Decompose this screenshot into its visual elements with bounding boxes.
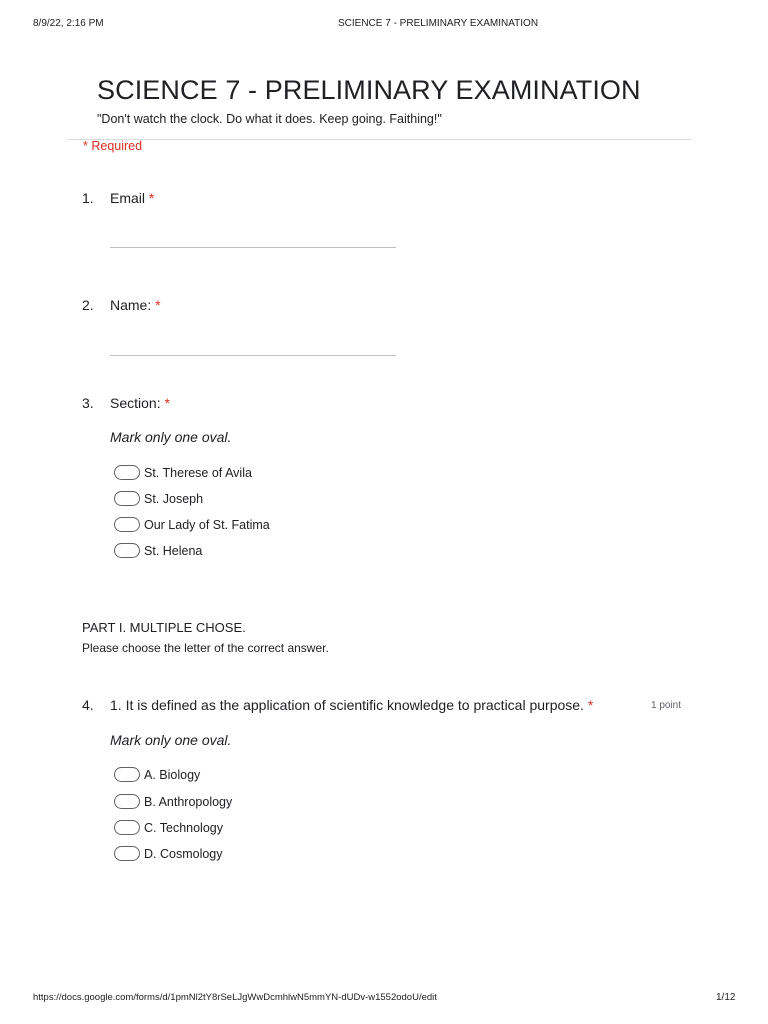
print-page-number: 1/12 [716, 992, 736, 1003]
required-asterisk: * [155, 297, 161, 313]
option-label: B. Anthropology [144, 794, 233, 809]
print-datetime: 8/9/22, 2:16 PM [33, 18, 104, 29]
required-asterisk: * [164, 395, 170, 411]
header-divider [67, 139, 691, 140]
radio-option-cosmology[interactable] [114, 846, 223, 861]
option-label: St. Therese of Avila [144, 465, 252, 480]
option-label: D. Cosmology [144, 846, 223, 861]
required-note: * Required [83, 139, 143, 153]
email-field[interactable] [110, 247, 396, 248]
oval-radio-icon[interactable] [114, 517, 140, 532]
question-title-email [110, 190, 154, 206]
question-number: 3. [82, 395, 94, 411]
radio-option-st-helena[interactable] [114, 543, 202, 558]
question-title-name [110, 297, 161, 313]
oval-radio-icon[interactable] [114, 543, 140, 558]
oval-radio-icon[interactable] [114, 491, 140, 506]
question-instruction: Mark only one oval. [110, 732, 232, 748]
option-label: C. Technology [144, 820, 223, 835]
radio-option-st-therese[interactable] [114, 465, 252, 480]
oval-radio-icon[interactable] [114, 794, 140, 809]
question-instruction: Mark only one oval. [110, 429, 232, 445]
question-label: Section: [110, 395, 161, 411]
oval-radio-icon[interactable] [114, 767, 140, 782]
points-label: 1 point [651, 700, 682, 711]
option-label: St. Helena [144, 543, 203, 558]
radio-option-biology[interactable] [114, 767, 200, 782]
question-label: Name: [110, 297, 152, 313]
print-doc-title: SCIENCE 7 - PRELIMINARY EXAMINATION [338, 18, 539, 29]
radio-option-our-lady-fatima[interactable] [114, 517, 270, 532]
radio-option-st-joseph[interactable] [114, 491, 203, 506]
print-url: https://docs.google.com/forms/d/1pmNl2tY8rSeLJgWwDcmhlwN5mmYN-dUDv-w1552odoU/edit [33, 992, 437, 1003]
option-label: Our Lady of St. Fatima [144, 517, 270, 532]
question-number: 2. [82, 297, 94, 313]
oval-radio-icon[interactable] [114, 846, 140, 861]
section-description: Please choose the letter of the correct answer. [82, 641, 329, 655]
name-field[interactable] [110, 355, 396, 356]
radio-option-anthropology[interactable] [114, 794, 232, 809]
question-title-section [110, 395, 170, 411]
form-title: SCIENCE 7 - PRELIMINARY EXAMINATION [97, 75, 641, 105]
oval-radio-icon[interactable] [114, 820, 140, 835]
question-title-definition [110, 697, 593, 713]
radio-option-technology[interactable] [114, 820, 223, 835]
required-asterisk: * [148, 190, 155, 206]
question-label: 1. It is defined as the application of scientific knowledge to practical purpose. [110, 697, 584, 713]
oval-radio-icon[interactable] [114, 465, 140, 480]
question-label: Email [110, 190, 146, 206]
required-asterisk: * [587, 697, 594, 713]
question-number: 4. [82, 697, 94, 713]
option-label: St. Joseph [144, 491, 204, 506]
option-label: A. Biology [144, 767, 201, 782]
section-title: PART I. MULTIPLE CHOSE. [82, 620, 246, 635]
question-number: 1. [82, 190, 94, 206]
form-description: "Don't watch the clock. Do what it does. Keep going. Faithing!" [97, 112, 442, 126]
